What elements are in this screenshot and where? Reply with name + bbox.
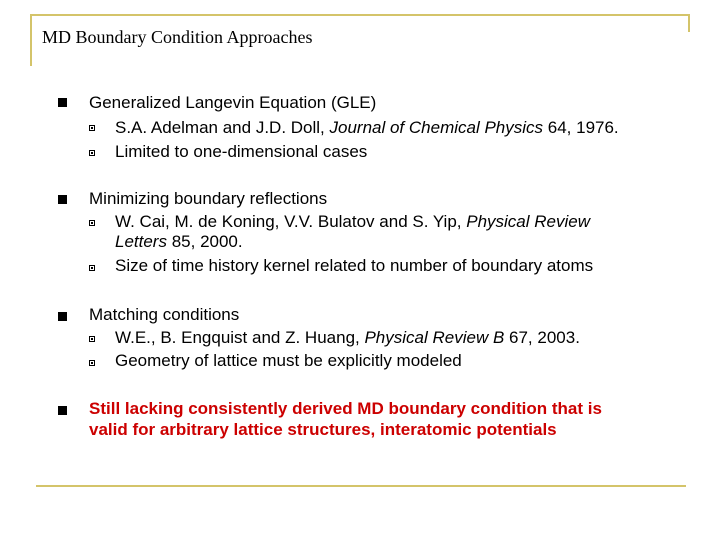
bullet-conclusion-line2: valid for arbitrary lattice structures, interatomic potentials <box>89 420 557 439</box>
bullet-square-icon <box>58 195 67 204</box>
frame-left-line <box>30 14 32 66</box>
frame-right-line <box>688 14 690 32</box>
sub-bullet-text: Size of time history kernel related to number of boundary atoms <box>115 256 594 275</box>
sub-bullet-icon <box>89 150 95 156</box>
frame-top-line <box>30 14 690 16</box>
sub-bullet-text: Limited to one-dimensional cases <box>115 142 368 161</box>
bullet-square-icon <box>58 406 67 415</box>
bullet-heading-matching: Matching conditions <box>89 305 240 324</box>
sub-bullet-icon <box>89 336 95 342</box>
sub-bullet-reference: W.E., B. Engquist and Z. Huang, Physical Review B 67, 2003. <box>115 328 580 347</box>
bullet-heading-gle: Generalized Langevin Equation (GLE) <box>89 93 377 112</box>
sub-bullet-reference: S.A. Adelman and J.D. Doll, Journal of Chemical Physics 64, 1976. <box>115 118 619 137</box>
bullet-square-icon <box>58 312 67 321</box>
sub-bullet-reference: W. Cai, M. de Koning, V.V. Bulatov and S. Yip, Physical Review Letters 85, 2000. <box>115 212 590 251</box>
bullet-heading-reflections: Minimizing boundary reflections <box>89 189 328 208</box>
bullet-conclusion-line1: Still lacking consistently derived MD boundary condition that is <box>89 399 602 418</box>
sub-bullet-icon <box>89 220 95 226</box>
sub-bullet-icon <box>89 360 95 366</box>
bullet-square-icon <box>58 98 67 107</box>
sub-bullet-icon <box>89 125 95 131</box>
sub-bullet-icon <box>89 265 95 271</box>
frame-bottom-line <box>36 485 686 487</box>
slide-title: MD Boundary Condition Approaches <box>42 27 313 47</box>
sub-bullet-text: Geometry of lattice must be explicitly modeled <box>115 351 462 370</box>
